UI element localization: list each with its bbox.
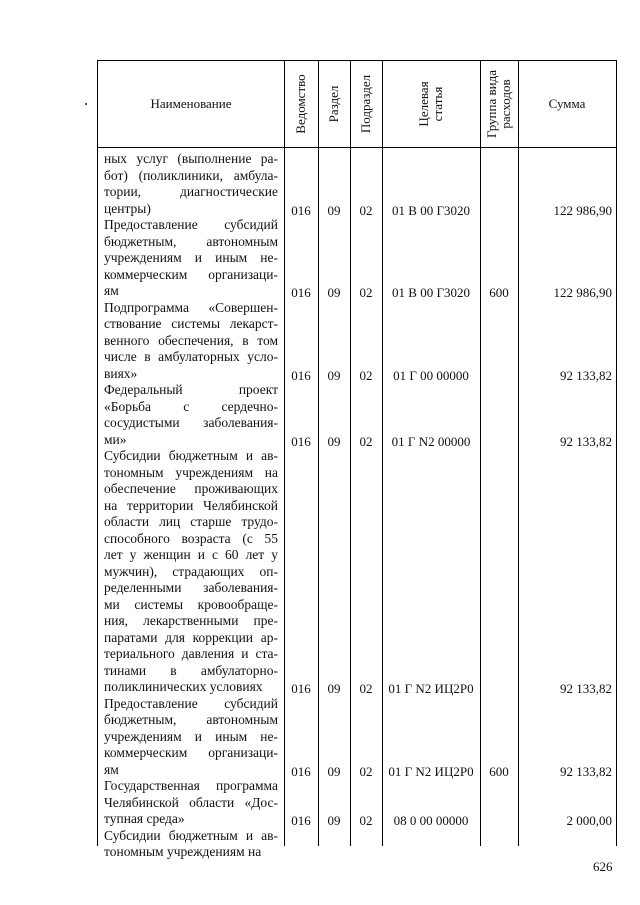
header-razdel [318, 61, 350, 147]
row-summa: 92 133,82 [560, 763, 612, 779]
row-podrazdel: 02 [359, 433, 373, 449]
header-vedomstvo-label: Ведомство [293, 74, 308, 134]
row-name [104, 448, 278, 696]
header-podrazdel [350, 61, 382, 147]
row-podrazdel: 02 [359, 813, 373, 828]
row-name-line: паратами для коррекции ар- [104, 629, 278, 645]
row-name-line: териального давления и ста- [104, 646, 278, 661]
budget-table [97, 60, 617, 859]
row-name-line: Челябинской области «Дос- [104, 794, 278, 810]
header-celevaya [382, 61, 480, 147]
row-name-line: способного возраста (с 55 [104, 530, 278, 546]
page-number: 626 [593, 859, 613, 874]
row-vedomstvo: 016 [291, 202, 311, 218]
row-name-line: области лиц старше трудо- [104, 514, 278, 529]
row-name-line: лет у женщин и с 60 лет у [104, 547, 278, 562]
row-name [104, 828, 278, 861]
table-row [98, 828, 616, 861]
row-name-line: ми» [104, 431, 127, 447]
row-name-line: бюджетным, автономным [104, 712, 278, 727]
row-gruppa: 600 [489, 763, 509, 779]
row-name-line: коммерческим организаци- [104, 266, 278, 282]
table-row [98, 448, 616, 696]
row-name [104, 300, 278, 383]
header-celevaya-line2: статья [430, 86, 445, 122]
row-vedomstvo: 016 [291, 285, 311, 300]
row-vedomstvo: 016 [291, 367, 311, 383]
row-celevaya: 01 В 00 Г3020 [392, 202, 470, 218]
row-name [104, 217, 278, 300]
row-podrazdel: 02 [359, 285, 373, 300]
row-name-line: ствование системы лекарст- [104, 316, 278, 331]
row-summa: 2 000,00 [566, 813, 612, 828]
row-razdel: 09 [327, 813, 341, 828]
row-name-line: тинами в амбулаторно- [104, 662, 278, 678]
row-name-line: Предоставление субсидий [104, 695, 278, 711]
row-razdel: 09 [327, 681, 341, 696]
row-razdel: 09 [327, 763, 341, 779]
row-name-line: бюджетным, автономным [104, 233, 278, 249]
row-name-line: Субсидии бюджетным и ав- [104, 827, 278, 843]
row-name-line: сосудистыми заболевания- [104, 415, 278, 430]
row-celevaya: 01 В 00 Г3020 [392, 285, 470, 300]
row-name-line: «Борьба с сердечно- [104, 398, 278, 414]
header-gruppa [480, 61, 518, 147]
header-podrazdel-label: Подраздел [358, 74, 373, 134]
row-celevaya: 01 Г N2 ИЦ2Р0 [388, 681, 474, 696]
header-vedomstvo [284, 61, 318, 147]
row-name-line: Субсидии бюджетным и ав- [104, 448, 278, 463]
table-row [98, 151, 616, 217]
header-name-label: Наименование [150, 96, 232, 111]
header-summa-label: Сумма [548, 96, 586, 111]
row-name-line: бот) (поликлиники, амбула- [104, 167, 278, 183]
header-gruppa-line1: Группа вида [484, 70, 499, 138]
table-row [98, 217, 616, 300]
row-name-line: обеспечение проживающих [104, 481, 278, 496]
header-name [98, 61, 284, 147]
row-name-line: центры) [104, 200, 151, 216]
row-summa: 92 133,82 [560, 433, 612, 449]
row-name-line: ния, лекарственными пре- [104, 613, 278, 628]
scan-speck [85, 103, 87, 105]
header-razdel-label: Раздел [326, 85, 341, 123]
row-razdel: 09 [327, 285, 341, 300]
row-name-line: ных услуг (выполнение ра- [104, 151, 278, 166]
header-celevaya-label [417, 81, 445, 126]
row-celevaya: 01 Г N2 00000 [391, 433, 471, 449]
row-gruppa: 600 [489, 285, 509, 300]
row-razdel: 09 [327, 433, 341, 449]
table-row [98, 778, 616, 828]
row-name-line: поликлинических условиях [104, 679, 263, 694]
table-row [98, 382, 616, 448]
row-celevaya: 01 Г N2 ИЦ2Р0 [388, 763, 474, 779]
row-name-line: числе в амбулаторных усло- [104, 349, 278, 364]
row-name-line: Предоставление субсидий [104, 217, 278, 232]
row-podrazdel: 02 [359, 681, 373, 696]
row-name-line: венного обеспечения, в том [104, 332, 278, 348]
row-summa: 92 133,82 [560, 367, 612, 383]
header-gruppa-line2: расходов [498, 79, 513, 129]
row-name-line: тупная среда» [104, 811, 185, 826]
row-razdel: 09 [327, 367, 341, 383]
row-vedomstvo: 016 [291, 763, 311, 779]
row-name [104, 778, 278, 828]
table-row [98, 696, 616, 779]
row-name-line: ми системы кровообраще- [104, 596, 278, 612]
row-name-line: ям [104, 283, 119, 298]
row-vedomstvo: 016 [291, 813, 311, 828]
table-row [98, 300, 616, 383]
row-name-line: на территории Челябинской [104, 497, 278, 513]
row-name [104, 382, 278, 448]
row-name-line: виях» [104, 365, 138, 381]
row-name-line: Федеральный проект [104, 382, 278, 397]
row-name-line: учреждениям и иным не- [104, 728, 278, 744]
row-name-line: ям [104, 761, 119, 777]
row-name-line: тономным учреждениям на [104, 464, 278, 480]
row-name [104, 696, 278, 779]
row-name-line: тории, диагностические [104, 184, 278, 199]
row-summa: 122 986,90 [553, 202, 612, 218]
row-podrazdel: 02 [359, 763, 373, 779]
row-razdel: 09 [327, 202, 341, 218]
row-name-line: коммерческим организаци- [104, 745, 278, 760]
header-gruppa-label [485, 70, 513, 138]
row-celevaya: 08 0 00 00000 [393, 813, 469, 828]
header-summa [518, 61, 616, 147]
row-podrazdel: 02 [359, 202, 373, 218]
row-name-line: учреждениям и иным не- [104, 250, 278, 265]
row-name [104, 151, 278, 217]
header-celevaya-line1: Целевая [416, 81, 431, 127]
row-name-line: тономным учреждениям на [104, 844, 262, 859]
row-name-line: ределенными заболевания- [104, 580, 278, 595]
row-podrazdel: 02 [359, 367, 373, 383]
row-vedomstvo: 016 [291, 681, 311, 696]
row-name-line: Подпрограмма «Совершен- [104, 299, 278, 315]
row-vedomstvo: 016 [291, 433, 311, 449]
row-celevaya: 01 Г 00 00000 [393, 367, 469, 383]
row-summa: 122 986,90 [553, 285, 612, 300]
row-name-line: мужчин), страдающих оп- [104, 563, 278, 579]
row-name-line: Государственная программа [104, 778, 278, 793]
header-divider [98, 147, 616, 148]
row-summa: 92 133,82 [560, 681, 612, 696]
